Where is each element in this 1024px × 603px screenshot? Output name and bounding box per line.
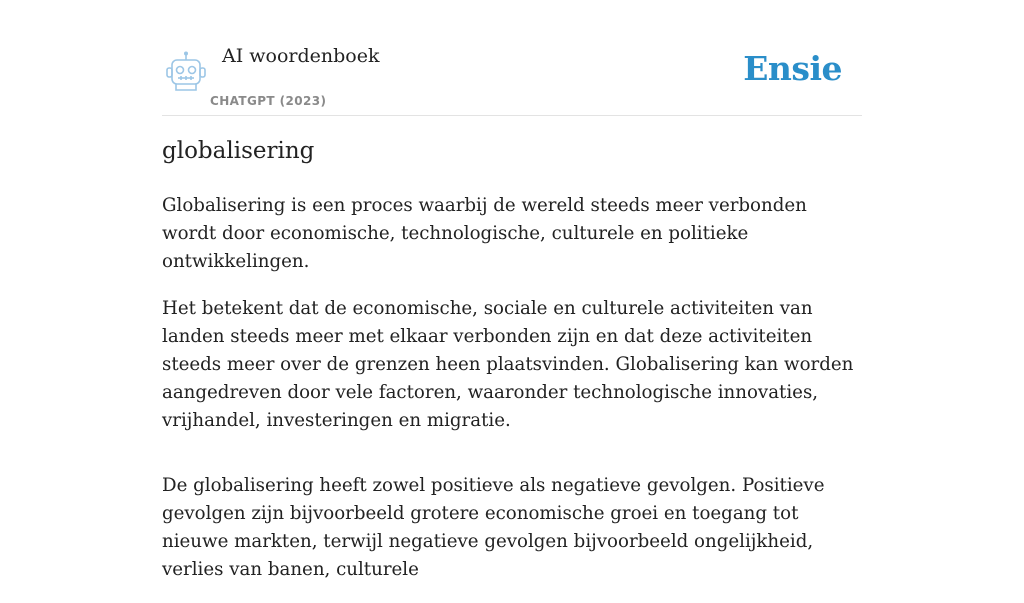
entry-header bbox=[162, 0, 862, 116]
source-title[interactable]: AI woordenboek bbox=[222, 45, 380, 67]
definition-paragraph: De globalisering heeft zowel positieve als negatieve gevolgen. Positieve gevolgen zijn bijvoorbeeld grotere economische groei en toegang tot nieuwe markten, terwijl negatieve gevolgen bijvoorbeeld ongelijkheid, verlies van banen, culturele bbox=[162, 475, 825, 580]
definition-paragraph: Het betekent dat de economische, sociale en culturele activiteiten van landen steeds meer met elkaar verbonden zijn en dat deze activiteiten steeds meer over de grenzen heen plaatsvinden. Globalisering kan worden aangedreven door vele factoren, waaronder technologische innovaties, vrijhandel, investeringen en migratie. bbox=[162, 298, 854, 431]
entry-container bbox=[162, 0, 862, 580]
brand-logo[interactable]: Ensie bbox=[743, 49, 842, 88]
entry-definition bbox=[162, 192, 862, 603]
entry-term: globalisering bbox=[162, 138, 315, 164]
source-subtitle: CHATGPT (2023) bbox=[210, 94, 327, 108]
definition-paragraph: Globalisering is een proces waarbij de wereld steeds meer verbonden wordt door economische, technologische, culturele en politieke ontwikkelingen. bbox=[162, 195, 807, 272]
robot-icon bbox=[165, 50, 207, 92]
